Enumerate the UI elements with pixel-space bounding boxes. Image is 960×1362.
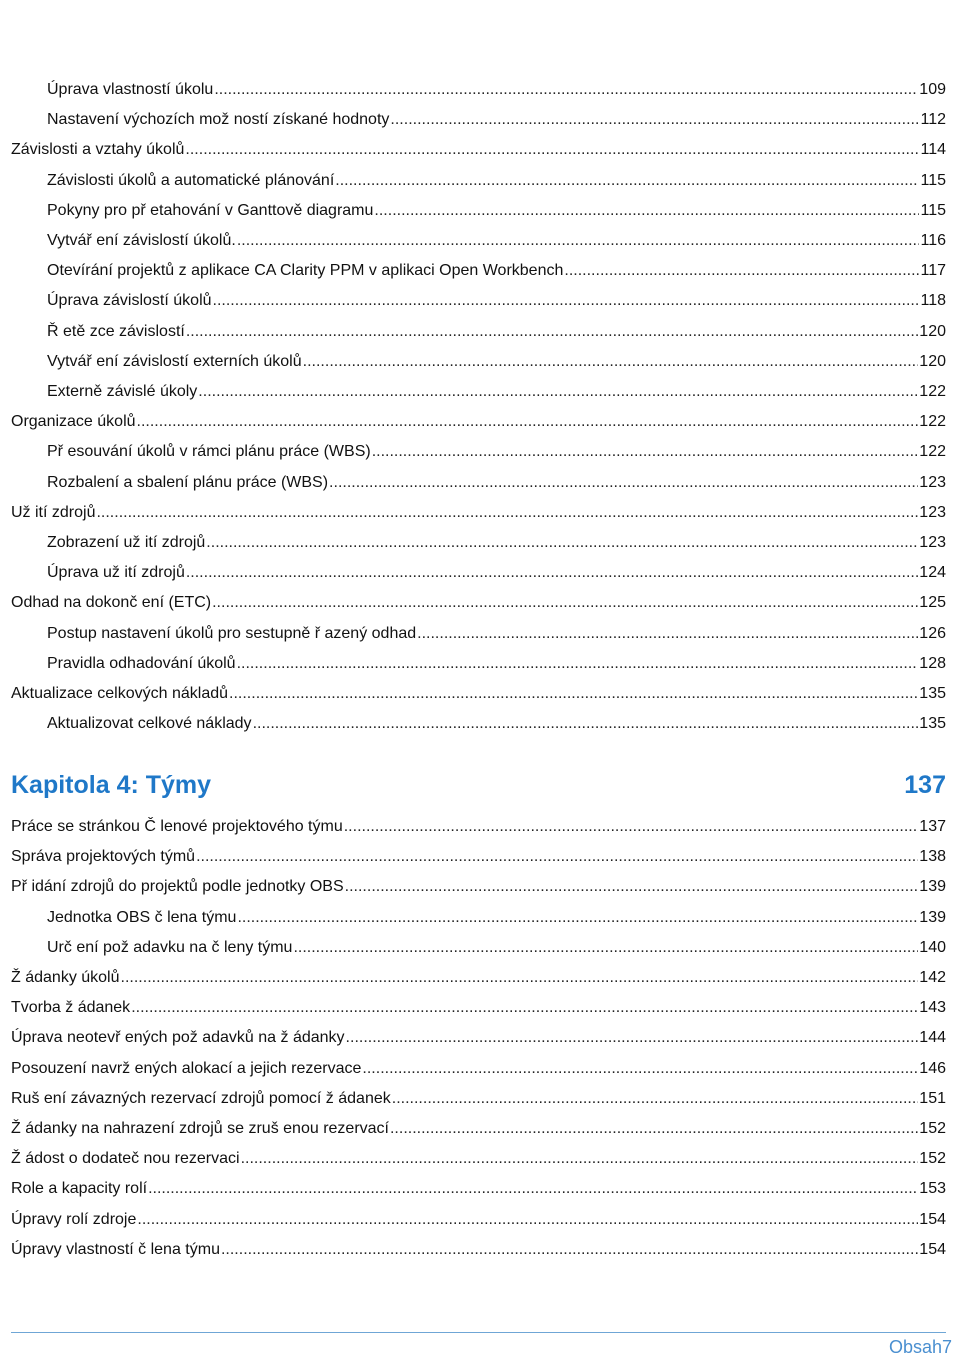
page-footer bbox=[889, 1337, 952, 1358]
toc-entry[interactable] bbox=[47, 229, 946, 253]
toc-entry-title: Závislosti úkolů a automatické plánování bbox=[47, 171, 335, 189]
toc-entry-title: Pokyny pro př etahování v Ganttově diagramu bbox=[47, 201, 374, 219]
chapter-title: Kapitola 4: Týmy bbox=[11, 770, 212, 799]
toc-leader-dots bbox=[186, 561, 918, 585]
toc-entry-page: 138 bbox=[919, 848, 946, 866]
toc-entry[interactable] bbox=[11, 138, 946, 162]
toc-entry-title: Nastavení výchozích mož ností získané hodnoty bbox=[47, 111, 390, 129]
toc-leader-dots bbox=[253, 712, 919, 736]
toc-entry[interactable] bbox=[47, 108, 946, 132]
toc-entry[interactable] bbox=[11, 682, 946, 706]
toc-entry-page: 135 bbox=[919, 715, 946, 733]
toc-leader-dots bbox=[390, 1117, 918, 1141]
toc-entry-title: Správa projektových týmů bbox=[11, 848, 196, 866]
toc-entry[interactable] bbox=[47, 936, 946, 960]
toc-entry-title: Rozbalení a sbalení plánu práce (WBS) bbox=[47, 473, 329, 491]
toc-leader-dots bbox=[241, 1147, 919, 1171]
toc-entry-title: Úprava vlastností úkolu bbox=[47, 81, 214, 98]
toc-leader-dots bbox=[329, 471, 918, 495]
toc-entry-page: 123 bbox=[919, 503, 946, 521]
toc-leader-dots bbox=[392, 1087, 919, 1111]
toc-leader-dots bbox=[237, 229, 920, 253]
toc-entry[interactable] bbox=[47, 712, 946, 736]
toc-entry-title: Externě závislé úkoly bbox=[47, 383, 198, 400]
toc-entry-title: Aktualizace celkových nákladů bbox=[11, 685, 229, 702]
toc-entry[interactable] bbox=[11, 1147, 946, 1171]
footer-page-number: 7 bbox=[941, 1337, 952, 1357]
toc-entry[interactable] bbox=[47, 622, 946, 646]
toc-leader-dots bbox=[374, 199, 919, 223]
toc-entry-page: 112 bbox=[920, 111, 946, 129]
toc-entry-page: 118 bbox=[920, 292, 946, 310]
toc-entry-title: Ž ádost o dodateč nou rezervaci bbox=[11, 1150, 240, 1168]
chapter-page: 137 bbox=[904, 770, 946, 799]
toc-entry-page: 154 bbox=[919, 1210, 946, 1228]
toc-entry-page: 154 bbox=[919, 1240, 946, 1258]
toc-entry-title: Závislosti a vztahy úkolů bbox=[11, 141, 185, 159]
toc-entry-title: Urč ení pož adavku na č leny týmu bbox=[47, 938, 293, 956]
toc-entry-page: 123 bbox=[919, 473, 946, 491]
toc-entry-page: 151 bbox=[919, 1089, 946, 1107]
toc-leader-dots bbox=[303, 350, 919, 374]
toc-entry[interactable] bbox=[11, 996, 946, 1020]
toc-entry-page: 123 bbox=[919, 534, 946, 551]
toc-entry-page: 115 bbox=[920, 201, 946, 219]
toc-entry-page: 116 bbox=[920, 232, 946, 249]
toc-entry-title: Posouzení navrž ených alokací a jejich rezervace bbox=[11, 1059, 362, 1077]
toc-leader-dots bbox=[346, 1026, 919, 1050]
toc-entry-page: 139 bbox=[919, 908, 946, 926]
toc-entry-page: 146 bbox=[919, 1059, 946, 1077]
toc-entry-title: Zobrazení už ití zdrojů bbox=[47, 534, 206, 551]
toc-entry-title: Úpravy rolí zdroje bbox=[11, 1210, 137, 1228]
toc-entry-page: 139 bbox=[919, 878, 946, 896]
toc-entry-page: 122 bbox=[919, 383, 946, 400]
toc-entry-page: 117 bbox=[920, 262, 946, 280]
toc-leader-dots bbox=[221, 1238, 918, 1262]
toc-entry-title: Tvorba ž ádanek bbox=[11, 999, 131, 1017]
toc-entry-page: 114 bbox=[920, 141, 946, 159]
toc-entry-page: 122 bbox=[919, 413, 946, 431]
toc-entry-title: Ř etě zce závislostí bbox=[47, 322, 185, 340]
toc-entry[interactable] bbox=[47, 350, 946, 374]
toc-entry-page: 120 bbox=[919, 352, 946, 370]
toc-entry-page: 126 bbox=[919, 624, 946, 642]
toc-leader-dots bbox=[206, 531, 918, 555]
toc-entry-title: Práce se stránkou Č lenové projektového týmu bbox=[11, 818, 343, 835]
toc-leader-dots bbox=[293, 936, 918, 960]
chapter-heading bbox=[11, 768, 946, 802]
toc-entry[interactable] bbox=[11, 410, 946, 434]
toc-leader-dots bbox=[186, 320, 918, 344]
toc-entry-title: Úpravy vlastností č lena týmu bbox=[11, 1240, 220, 1258]
toc-entry[interactable] bbox=[11, 1177, 946, 1201]
toc-entry-page: 153 bbox=[919, 1180, 946, 1198]
toc-entry-title: Vytvář ení závislostí úkolů. bbox=[47, 232, 236, 249]
toc-entry-page: 143 bbox=[919, 999, 946, 1017]
toc-leader-dots bbox=[212, 591, 918, 615]
toc-leader-dots bbox=[344, 815, 919, 839]
toc-entry-page: 115 bbox=[920, 171, 946, 189]
toc-entry-title: Úprava už ití zdrojů bbox=[47, 564, 185, 582]
toc-leader-dots bbox=[335, 169, 919, 193]
toc-leader-dots bbox=[214, 78, 918, 102]
toc-entry[interactable] bbox=[11, 591, 946, 615]
toc-entry-page: 109 bbox=[919, 81, 946, 98]
toc-leader-dots bbox=[362, 1057, 918, 1081]
toc-entry[interactable] bbox=[11, 1026, 946, 1050]
toc-entry[interactable] bbox=[47, 259, 946, 283]
toc-entry-title: Už ití zdrojů bbox=[11, 503, 96, 521]
footer-divider bbox=[11, 1332, 946, 1333]
toc-entry-title: Role a kapacity rolí bbox=[11, 1180, 148, 1198]
toc-entry-page: 135 bbox=[919, 685, 946, 702]
toc-leader-dots bbox=[131, 996, 918, 1020]
toc-entry-page: 125 bbox=[919, 594, 946, 612]
toc-entry-title: Úprava závislostí úkolů bbox=[47, 292, 212, 310]
toc-leader-dots bbox=[137, 410, 919, 434]
toc-entry-title: Ž ádanky na nahrazení zdrojů se zruš enou rezervací bbox=[11, 1120, 389, 1137]
toc-leader-dots bbox=[237, 906, 918, 930]
toc-entry-page: 152 bbox=[919, 1150, 946, 1168]
footer-label: Obsah bbox=[888, 1337, 942, 1357]
toc-leader-dots bbox=[196, 845, 918, 869]
toc-leader-dots bbox=[198, 380, 918, 404]
toc-entry-page: 120 bbox=[919, 322, 946, 340]
toc-entry-title: Otevírání projektů z aplikace CA Clarity PPM v aplikaci Open Workbench bbox=[47, 262, 564, 280]
toc-leader-dots bbox=[137, 1208, 918, 1232]
toc-entry[interactable] bbox=[11, 1238, 946, 1262]
toc-entry[interactable] bbox=[11, 1057, 946, 1081]
toc-entry-title: Ž ádanky úkolů bbox=[11, 969, 120, 986]
toc-entry-title: Ruš ení závazných rezervací zdrojů pomocí ž ádanek bbox=[11, 1089, 391, 1107]
toc-entry-title: Aktualizovat celkové náklady bbox=[47, 715, 252, 733]
toc-entry-title: Vytvář ení závislostí externích úkolů bbox=[47, 352, 302, 370]
toc-leader-dots bbox=[121, 966, 919, 990]
toc-entry[interactable] bbox=[47, 320, 946, 344]
toc-entry-title: Organizace úkolů bbox=[11, 413, 136, 431]
toc-entry-title: Postup nastavení úkolů pro sestupně ř azený odhad bbox=[47, 624, 417, 642]
toc-entry[interactable] bbox=[11, 1208, 946, 1232]
toc-entry-page: 122 bbox=[919, 443, 946, 461]
toc-leader-dots bbox=[96, 501, 918, 525]
toc-leader-dots bbox=[390, 108, 919, 132]
toc-leader-dots bbox=[345, 875, 919, 899]
toc-entry-page: 128 bbox=[919, 654, 946, 672]
toc-leader-dots bbox=[417, 622, 918, 646]
toc-leader-dots bbox=[229, 682, 918, 706]
toc-entry[interactable] bbox=[47, 380, 946, 404]
toc-entry[interactable] bbox=[11, 1087, 946, 1111]
toc-leader-dots bbox=[148, 1177, 918, 1201]
toc-leader-dots bbox=[237, 652, 919, 676]
toc-entry[interactable] bbox=[47, 169, 946, 193]
toc-entry[interactable] bbox=[11, 815, 946, 839]
toc-leader-dots bbox=[564, 259, 919, 283]
toc-entry-title: Jednotka OBS č lena týmu bbox=[47, 908, 237, 926]
toc-entry-page: 140 bbox=[919, 938, 946, 956]
toc-entry[interactable] bbox=[47, 652, 946, 676]
toc-entry[interactable] bbox=[11, 875, 946, 899]
toc-entry-page: 137 bbox=[919, 818, 946, 835]
toc-leader-dots bbox=[372, 440, 919, 464]
toc-entry-title: Př idání zdrojů do projektů podle jednotky OBS bbox=[11, 878, 344, 896]
toc-entry[interactable] bbox=[47, 906, 946, 930]
toc-entry[interactable] bbox=[11, 501, 946, 525]
toc-leader-dots bbox=[185, 138, 919, 162]
toc-entry[interactable] bbox=[47, 440, 946, 464]
toc-entry-page: 144 bbox=[919, 1029, 946, 1047]
toc-entry-title: Úprava neotevř ených pož adavků na ž ádanky bbox=[11, 1029, 345, 1047]
toc-entry[interactable] bbox=[47, 561, 946, 585]
toc-leader-dots bbox=[213, 289, 920, 313]
toc-entry[interactable] bbox=[11, 845, 946, 869]
toc-entry[interactable] bbox=[11, 966, 946, 990]
toc-entry[interactable] bbox=[47, 531, 946, 555]
toc-entry[interactable] bbox=[47, 199, 946, 223]
toc-entry-title: Odhad na dokonč ení (ETC) bbox=[11, 594, 212, 612]
toc-entry-page: 142 bbox=[919, 969, 946, 986]
toc-entry-title: Pravidla odhadování úkolů bbox=[47, 654, 236, 672]
toc-entry-page: 152 bbox=[919, 1120, 946, 1137]
toc-entry[interactable] bbox=[47, 289, 946, 313]
toc-entry[interactable] bbox=[11, 1117, 946, 1141]
toc-entry-page: 124 bbox=[919, 564, 946, 582]
toc-entry[interactable] bbox=[47, 78, 946, 102]
toc-entry-title: Př esouvání úkolů v rámci plánu práce (WBS) bbox=[47, 443, 371, 461]
toc-entry[interactable] bbox=[47, 471, 946, 495]
